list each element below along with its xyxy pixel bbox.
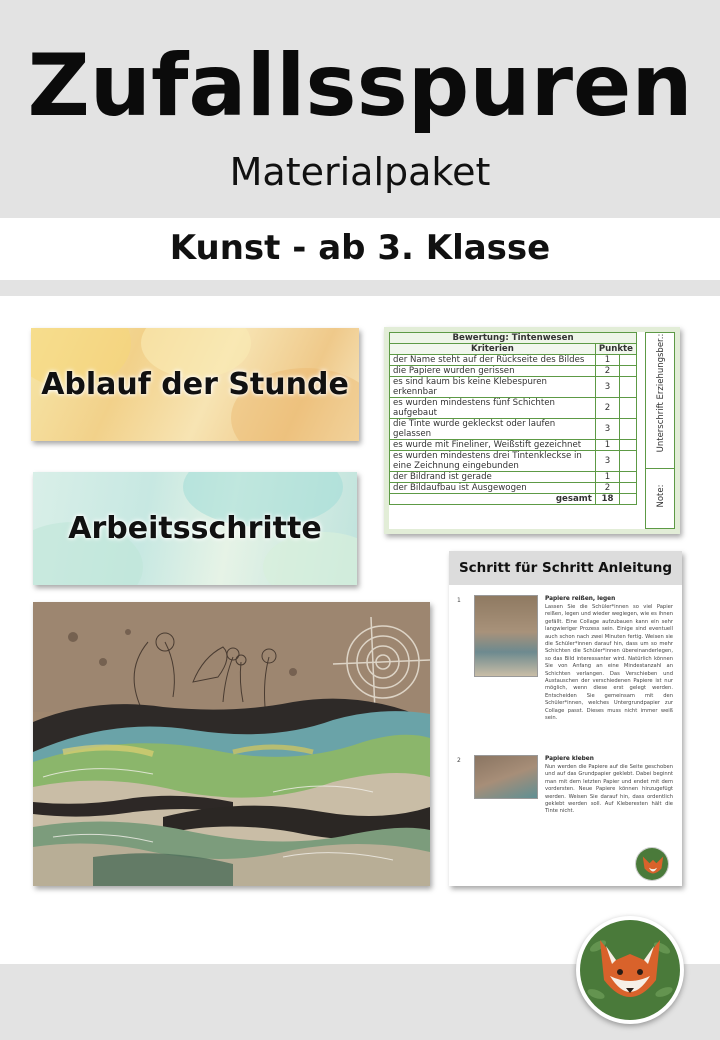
step-title: Papiere kleben (545, 756, 594, 762)
signature-column (645, 332, 675, 529)
points-cell: 2 (595, 398, 619, 419)
criterion-cell: es wurde mit Fineliner, Weißstift gezeichnet (390, 440, 596, 451)
guide-title: Schritt für Schritt Anleitung (449, 551, 682, 585)
score-cell (620, 419, 637, 440)
score-cell (620, 355, 637, 366)
total-value: 18 (595, 494, 619, 505)
score-cell (620, 377, 637, 398)
collage-svg (33, 602, 430, 886)
col-points-header: Punkte (595, 344, 636, 355)
criterion-cell: es sind kaum bis keine Klebespuren erkennbar (390, 377, 596, 398)
rating-table (389, 332, 637, 505)
score-cell (620, 494, 637, 505)
fox-logo-icon (576, 916, 684, 1024)
points-cell: 2 (595, 366, 619, 377)
fox-logo-icon (635, 847, 669, 881)
step-title: Papiere reißen, legen (545, 596, 616, 602)
card-ablauf-der-stunde (31, 328, 359, 441)
note-label: Note: (656, 484, 666, 508)
step-photo (474, 755, 538, 799)
step-text: Nun werden die Papiere auf die Seite geschoben und auf das Grundpapier geklebt. Dabei beginnt man mit dem letzten Papier und endet mit dem vordersten. Neue Papiere können hinzugefügt werden. Weisen Sie darauf hin, dass ordentlich geklebt werden soll. Auf Kleberesten hält die Tinte nicht. (545, 764, 673, 815)
score-cell (620, 366, 637, 377)
rating-title: Bewertung: Tintenwesen (390, 333, 637, 344)
criterion-cell: es wurden mindestens drei Tintenkleckse in eine Zeichnung eingebunden (390, 451, 596, 472)
criterion-cell: es wurden mindestens fünf Schichten aufgebaut (390, 398, 596, 419)
score-cell (620, 483, 637, 494)
step-photo (474, 595, 538, 677)
total-row (390, 494, 637, 505)
table-row (390, 483, 637, 494)
mini-fox-svg (636, 848, 669, 881)
table-row (390, 419, 637, 440)
page-subtitle: Materialpaket (229, 150, 491, 194)
table-row (390, 440, 637, 451)
score-cell (620, 440, 637, 451)
points-cell: 1 (595, 355, 619, 366)
score-cell (620, 398, 637, 419)
points-cell: 1 (595, 440, 619, 451)
grade-label: Kunst - ab 3. Klasse (169, 228, 551, 268)
rating-sheet-inner (389, 332, 675, 529)
table-row (390, 377, 637, 398)
col-criteria-header: Kriterien (390, 344, 596, 355)
criterion-cell: der Bildaufbau ist Ausgewogen (390, 483, 596, 494)
points-cell: 3 (595, 451, 619, 472)
criterion-cell: der Name steht auf der Rückseite des Bildes (390, 355, 596, 366)
page-title: Zufallsspuren (27, 36, 693, 136)
card-arbeitsschritte-label: Arbeitsschritte (68, 511, 322, 546)
collage-artwork-image (33, 602, 430, 886)
points-cell: 2 (595, 483, 619, 494)
criterion-cell: die Papiere wurden gerissen (390, 366, 596, 377)
points-cell: 3 (595, 419, 619, 440)
table-row (390, 398, 637, 419)
step-number: 1 (457, 597, 461, 604)
fox-logo-svg (576, 916, 684, 1024)
total-label: gesamt (390, 494, 596, 505)
step-guide-sheet (449, 551, 682, 886)
criterion-cell: die Tinte wurde gekleckst oder laufen gelassen (390, 419, 596, 440)
points-cell: 3 (595, 377, 619, 398)
table-row (390, 355, 637, 366)
points-cell: 1 (595, 472, 619, 483)
score-cell (620, 472, 637, 483)
signature-label: Unterschrift Erziehungsber.: (656, 333, 666, 453)
card-arbeitsschritte (33, 472, 357, 585)
table-row (390, 366, 637, 377)
table-row (390, 451, 637, 472)
step-number: 2 (457, 757, 461, 764)
header-divider (0, 280, 720, 296)
table-row (390, 472, 637, 483)
step-text: Lassen Sie die Schüler*innen so viel Papier reißen, legen und wieder wegiegen, wie es ihnen gefällt. Eine Collage aufzubauen kann ein sehr langwieriger Prozess sein. Einige sind eventuell auch schon nach zwei Minuten fertig. Weisen sie die Schüler*innen darauf hin, dass um so mehr Schichten die Schüler*innen übereinanderlegen, so das Bild interessanter wird. Natürlich können Sie von Anfang an eine Mindestanzahl an Schichten verlangen. Das Verschieben und Austauschen der verschiedenen Papiere ist nur möglich, wenn diese erst gelegt werden. Entscheiden Sie gemeinsam mit den Schüler*innen, welches Untergrundpapier zur Collage passt. Dieses muss nicht immer weiß sein. (545, 604, 673, 722)
score-cell (620, 451, 637, 472)
card-ablauf-label: Ablauf der Stunde (41, 367, 349, 402)
criterion-cell: der Bildrand ist gerade (390, 472, 596, 483)
rating-sheet (384, 327, 680, 534)
